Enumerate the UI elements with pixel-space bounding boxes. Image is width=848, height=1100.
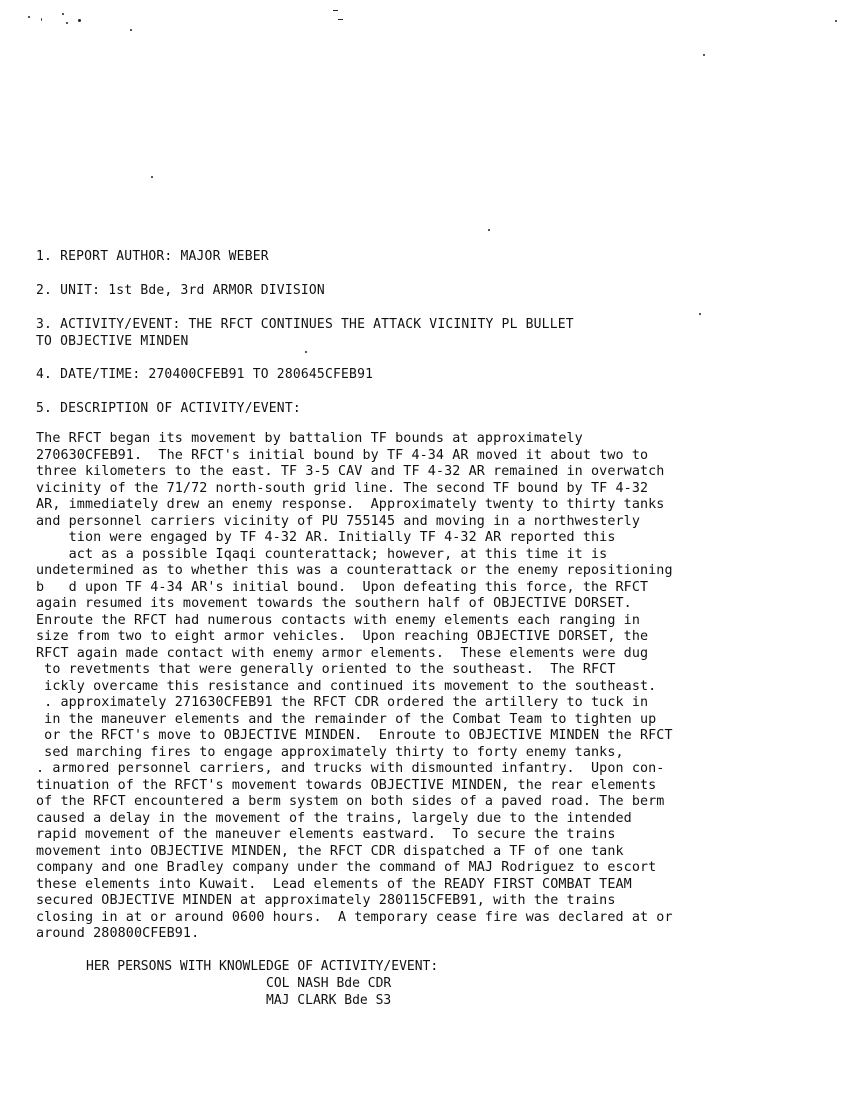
scan-speck (338, 19, 343, 20)
description-line: rapid movement of the maneuver elements eastward. To secure the trains (36, 827, 616, 842)
scan-speck (703, 54, 705, 56)
scan-speck (41, 18, 42, 21)
date-time: 4. DATE/TIME: 270400CFEB91 TO 280645CFEB91 (36, 367, 374, 382)
description-line: The RFCT began its movement by battalion TF bounds at approximately (36, 431, 583, 446)
description-line: tinuation of the RFCT's movement towards OBJECTIVE MINDEN, the rear elements (36, 777, 657, 793)
description-body (36, 431, 816, 943)
description-line: company and one Bradley company under the command of MAJ Rodriguez to escort (36, 860, 657, 875)
description-line: Enroute the RFCT had numerous contacts with enemy elements each ranging in (36, 612, 640, 628)
description-line: AR, immediately drew an enemy response. Approximately twenty to thirty tanks (36, 497, 665, 512)
description-line: vicinity of the 71/72 north-south grid line. The second TF bound by TF 4-32 (36, 480, 649, 496)
activity-event-line-1: 3. ACTIVITY/EVENT: THE RFCT CONTINUES THE ATTACK VICINITY PL BULLET (36, 317, 574, 332)
description-line: sed marching fires to engage approximately thirty to forty enemy tanks, (36, 744, 624, 760)
description-line: closing in at or around 0600 hours. A temporary cease fire was declared at or (36, 909, 673, 925)
person-entry: MAJ CLARK Bde S3 (266, 993, 392, 1008)
scan-speck (62, 13, 64, 15)
description-line: or the RFCT's move to OBJECTIVE MINDEN. Enroute to OBJECTIVE MINDEN the RFCT (36, 728, 673, 743)
scan-speck (28, 16, 30, 18)
other-persons-heading: HER PERSONS WITH KNOWLEDGE OF ACTIVITY/EVENT: (86, 959, 439, 974)
unit: 2. UNIT: 1st Bde, 3rd ARMOR DIVISION (36, 283, 325, 298)
description-line: of the RFCT encountered a berm system on both sides of a paved road. The berm (36, 794, 665, 809)
description-heading: 5. DESCRIPTION OF ACTIVITY/EVENT: (36, 401, 301, 416)
description-line: in the maneuver elements and the remainder of the Combat Team to tighten up (36, 711, 657, 727)
scan-speck (130, 29, 132, 31)
description-line: movement into OBJECTIVE MINDEN, the RFCT CDR dispatched a TF of one tank (36, 843, 624, 859)
scan-speck (78, 19, 81, 22)
description-line: tion were engaged by TF 4-32 AR. Initially TF 4-32 AR reported this (36, 530, 616, 545)
description-line: secured OBJECTIVE MINDEN at approximately 280115CFEB91, with the trains (36, 893, 616, 908)
description-line: size from two to eight armor vehicles. Upon reaching OBJECTIVE DORSET, the (36, 629, 649, 644)
description-line: RFCT again made contact with enemy armor elements. These elements were dug (36, 645, 649, 661)
description-line: act as a possible Iqaqi counterattack; however, at this time it is (36, 546, 608, 562)
activity-event-line-2: TO OBJECTIVE MINDEN (36, 334, 189, 349)
description-line: around 280800CFEB91. (36, 926, 200, 941)
description-line: b d upon TF 4-34 AR's initial bound. Upon defeating this force, the RFCT (36, 579, 649, 595)
person-entry: COL NASH Bde CDR (266, 976, 392, 991)
report-author: 1. REPORT AUTHOR: MAJOR WEBER (36, 249, 269, 264)
scan-speck (835, 20, 837, 22)
description-line: . approximately 271630CFEB91 the RFCT CDR ordered the artillery to tuck in (36, 695, 649, 710)
description-line: caused a delay in the movement of the trains, largely due to the intended (36, 810, 632, 826)
description-line: these elements into Kuwait. Lead elements of the READY FIRST COMBAT TEAM (36, 876, 632, 892)
description-line: and personnel carriers vicinity of PU 755145 and moving in a northwesterly (36, 513, 640, 529)
description-line: 270630CFEB91. The RFCT's initial bound by TF 4-34 AR moved it about two to (36, 447, 649, 463)
scan-speck (305, 351, 307, 353)
description-line: three kilometers to the east. TF 3-5 CAV and TF 4-32 AR remained in overwatch (36, 464, 665, 479)
description-line: ickly overcame this resistance and continued its movement to the southeast. (36, 678, 657, 694)
description-line: undetermined as to whether this was a counterattack or the enemy repositioning (36, 563, 673, 578)
scan-speck (333, 10, 338, 11)
scan-speck (488, 229, 490, 231)
description-line: again resumed its movement towards the southern half of OBJECTIVE DORSET. (36, 596, 632, 611)
description-line: to revetments that were generally oriented to the southeast. The RFCT (36, 662, 616, 677)
scan-speck (151, 176, 153, 178)
scan-speck (699, 313, 701, 315)
description-line: . armored personnel carriers, and trucks with dismounted infantry. Upon con- (36, 761, 665, 776)
scan-speck (66, 22, 68, 24)
